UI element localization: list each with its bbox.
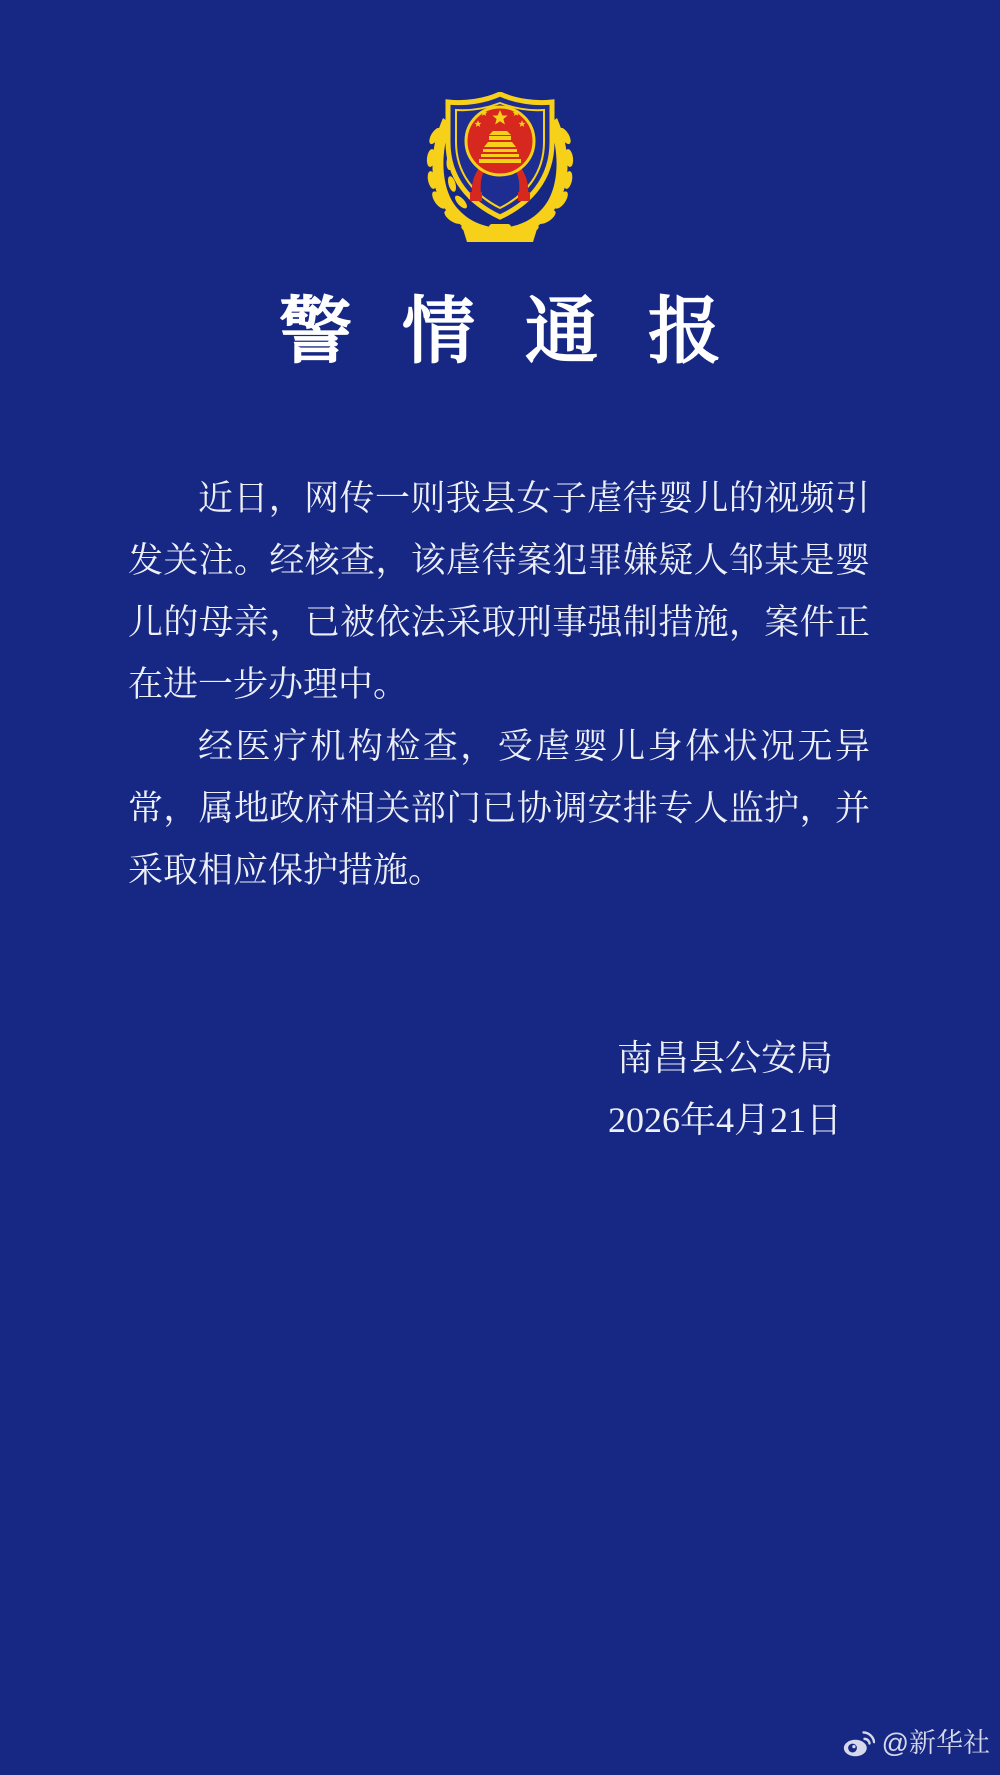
issue-date: 2026年4月21日	[607, 1100, 842, 1140]
body-line: 采取相应保护措施。	[128, 851, 444, 890]
body-line: 发关注。经核查，该虐待案犯罪嫌疑人邹某是婴	[128, 541, 870, 580]
body-line: 儿的母亲，已被依法采取刑事强制措施，案件正	[128, 603, 870, 642]
watermark	[842, 1729, 990, 1757]
body-line: 近日，网传一则我县女子虐待婴儿的视频引	[198, 479, 870, 518]
weibo-icon	[842, 1729, 875, 1757]
notice-paragraph-2	[128, 716, 870, 902]
issuing-agency: 南昌县公安局	[616, 1038, 833, 1078]
police-badge-icon	[423, 92, 577, 244]
notice-body	[128, 468, 870, 902]
watermark-text: @新华社	[881, 1727, 990, 1758]
body-line: 在进一步办理中。	[128, 665, 409, 704]
signature-block	[608, 1027, 842, 1151]
body-line: 常，属地政府相关部门已协调安排专人监护，并	[128, 789, 870, 828]
notice-title: 警情通报	[279, 291, 771, 372]
body-line: 经医疗机构检查，受虐婴儿身体状况无异	[198, 727, 870, 766]
notice-paragraph-1	[128, 468, 870, 716]
